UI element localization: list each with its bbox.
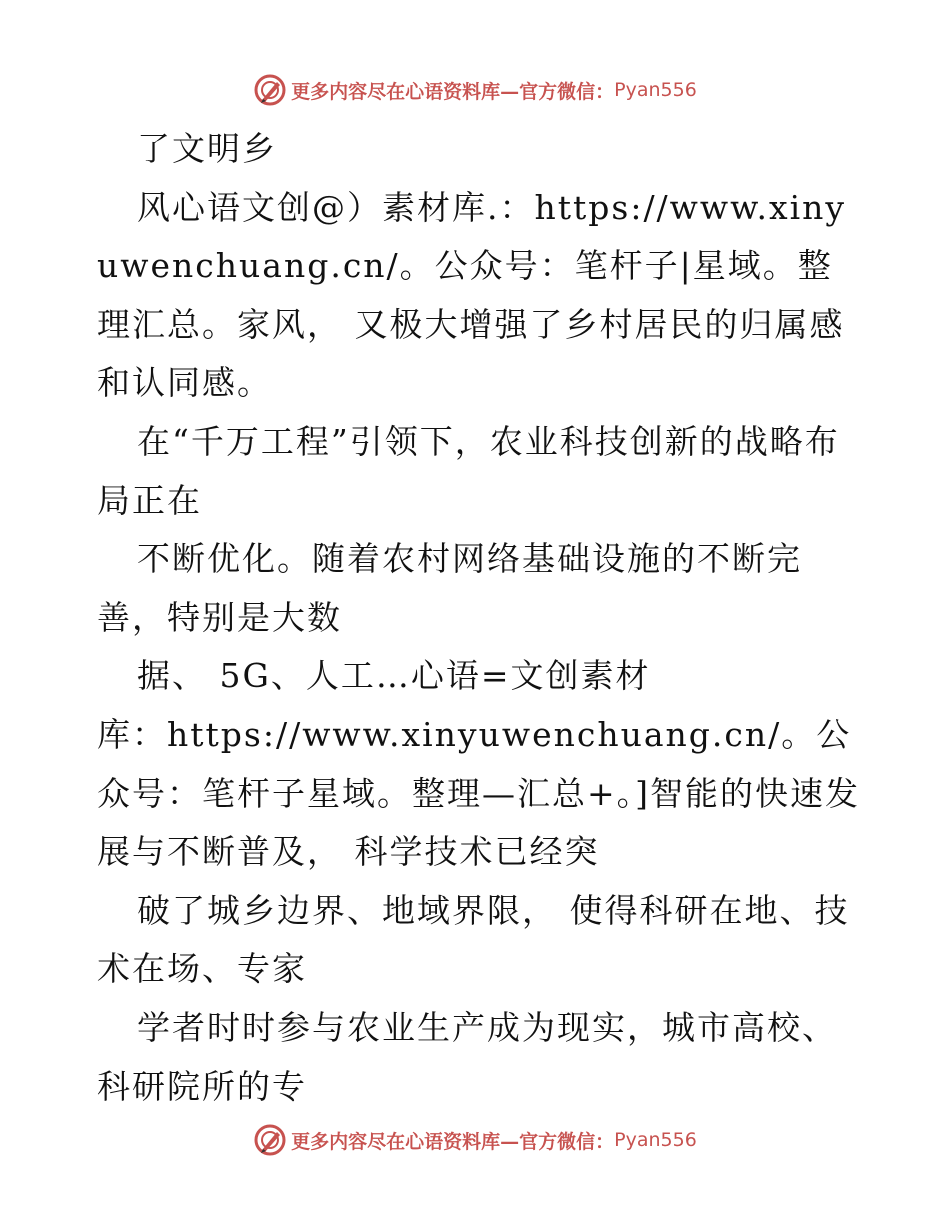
paragraph-2: 风心语文创@）素材库.：https://www.xinyuwenchuang.cn/。公众号：笔杆子|星域。整理汇总。家风， 又极大增强了乡村居民的归属感和认同感。 <box>97 187 847 403</box>
banner-wechat-id: Pyan556 <box>614 1129 697 1151</box>
document-body <box>97 120 867 1116</box>
paragraph-5: 据、 5G、人工…心语=文创素材 <box>137 656 651 696</box>
logo-icon <box>253 73 287 107</box>
paragraph-7: 破了城乡边界、地域界限， 使得科研在地、技术在场、专家 <box>97 890 850 989</box>
paragraph-3: 在“千万工程”引领下，农业科技创新的战略布局正在 <box>97 421 840 520</box>
banner-text: 更多内容尽在心语资料库—官方微信： <box>291 1130 615 1153</box>
paragraph-1: 了文明乡 <box>137 129 277 168</box>
banner-text: 更多内容尽在心语资料库—官方微信： <box>291 80 615 103</box>
header-banner <box>0 70 950 110</box>
paragraph-6: 库：https://www.xinyuwenchuang.cn/。公众号：笔杆子星域。整理—汇总+。]智能的快速发展与不断普及， 科学技术已经突 <box>97 714 861 872</box>
paragraph-8: 学者时时参与农业生产成为现实，城市高校、科研院所的专 <box>97 1007 837 1106</box>
logo-icon <box>253 1123 287 1157</box>
banner-wechat-id: Pyan556 <box>614 79 697 101</box>
paragraph-4: 不断优化。随着农村网络基础设施的不断完善，特别是大数 <box>97 539 802 637</box>
footer-banner <box>0 1120 950 1160</box>
